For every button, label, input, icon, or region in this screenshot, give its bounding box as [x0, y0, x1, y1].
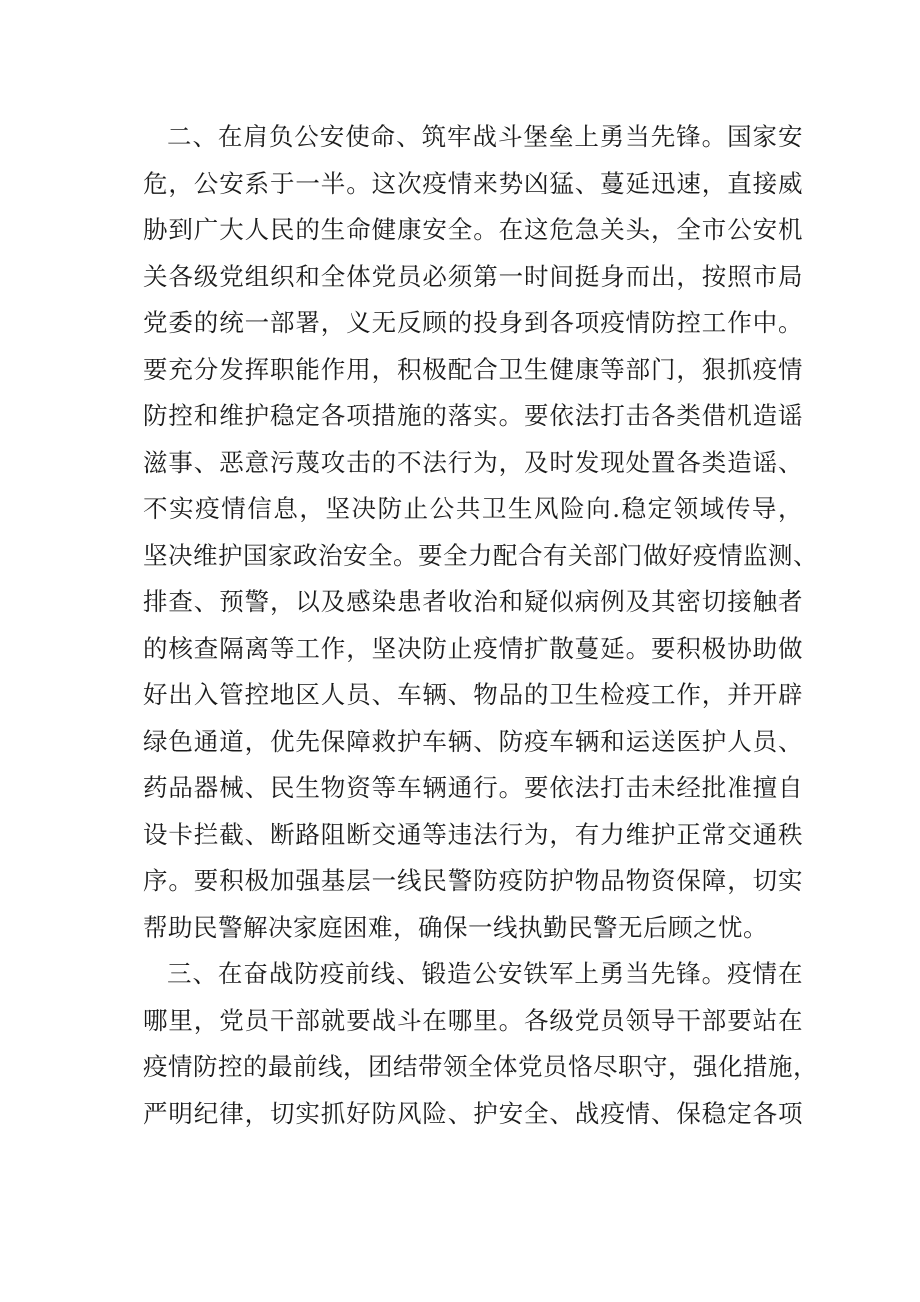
- text-line: 帮助民警解决家庭困难，确保一线执勤民警无后顾之忧。: [143, 912, 768, 942]
- text-line: 绿色通道，优先保障救护车辆、防疫车辆和运送医护人员、: [143, 726, 803, 756]
- text-line: 排查、预警，以及感染患者收治和疑似病例及其密切接触者: [143, 587, 803, 616]
- text-line: 胁到广大人民的生命健康安全。在这危急关头，全市公安机: [143, 215, 803, 244]
- text-line: 防控和维护稳定各项措施的落实。要依法打击各类借机造谣: [143, 401, 803, 430]
- text-line: 疫情防控的最前线，团结带领全体党员恪尽职守，强化措施，: [143, 1052, 818, 1081]
- text-line: 关各级党组织和全体党员必须第一时间挺身而出，按照市局: [143, 261, 803, 291]
- text-line: 要充分发挥职能作用，积极配合卫生健康等部门，狠抓疫情: [143, 354, 803, 384]
- document-body: [143, 114, 818, 1137]
- text-line: 不实疫情信息，坚决防止公共卫生风险向.稳定领域传导，: [143, 494, 803, 523]
- text-line: 二、在肩负公安使命、筑牢战斗堡垒上勇当先锋。国家安: [167, 122, 803, 151]
- text-line: 坚决维护国家政治安全。要全力配合有关部门做好疫情监测、: [143, 540, 818, 570]
- text-line: 滋事、恶意污蔑攻击的不法行为，及时发现处置各类造谣、: [143, 447, 803, 477]
- text-line: 的核查隔离等工作，坚决防止疫情扩散蔓延。要积极协助做: [143, 633, 803, 663]
- text-line: 哪里，党员干部就要战斗在哪里。各级党员领导干部要站在: [143, 1005, 803, 1035]
- text-line: 严明纪律，切实抓好防风险、护安全、战疫情、保稳定各项: [143, 1098, 803, 1128]
- text-line: 三、在奋战防疫前线、锻造公安铁军上勇当先锋。疫情在: [167, 959, 803, 988]
- text-line: 好出入管控地区人员、车辆、物品的卫生检疫工作，并开辟: [143, 680, 803, 709]
- paragraph-3: [143, 951, 818, 1137]
- text-line: 党委的统一部署，义无反顾的投身到各项疫情防控工作中。: [143, 308, 803, 337]
- text-line: 序。要积极加强基层一线民警防疫防护物品物资保障，切实: [143, 866, 803, 895]
- text-line: 药品器械、民生物资等车辆通行。要依法打击未经批准擅自: [143, 773, 803, 802]
- text-line: 危，公安系于一半。这次疫情来势凶猛、蔓延迅速，直接威: [143, 168, 803, 198]
- text-line: 设卡拦截、断路阻断交通等违法行为，有力维护正常交通秩: [143, 819, 803, 849]
- paragraph-2: [143, 114, 818, 951]
